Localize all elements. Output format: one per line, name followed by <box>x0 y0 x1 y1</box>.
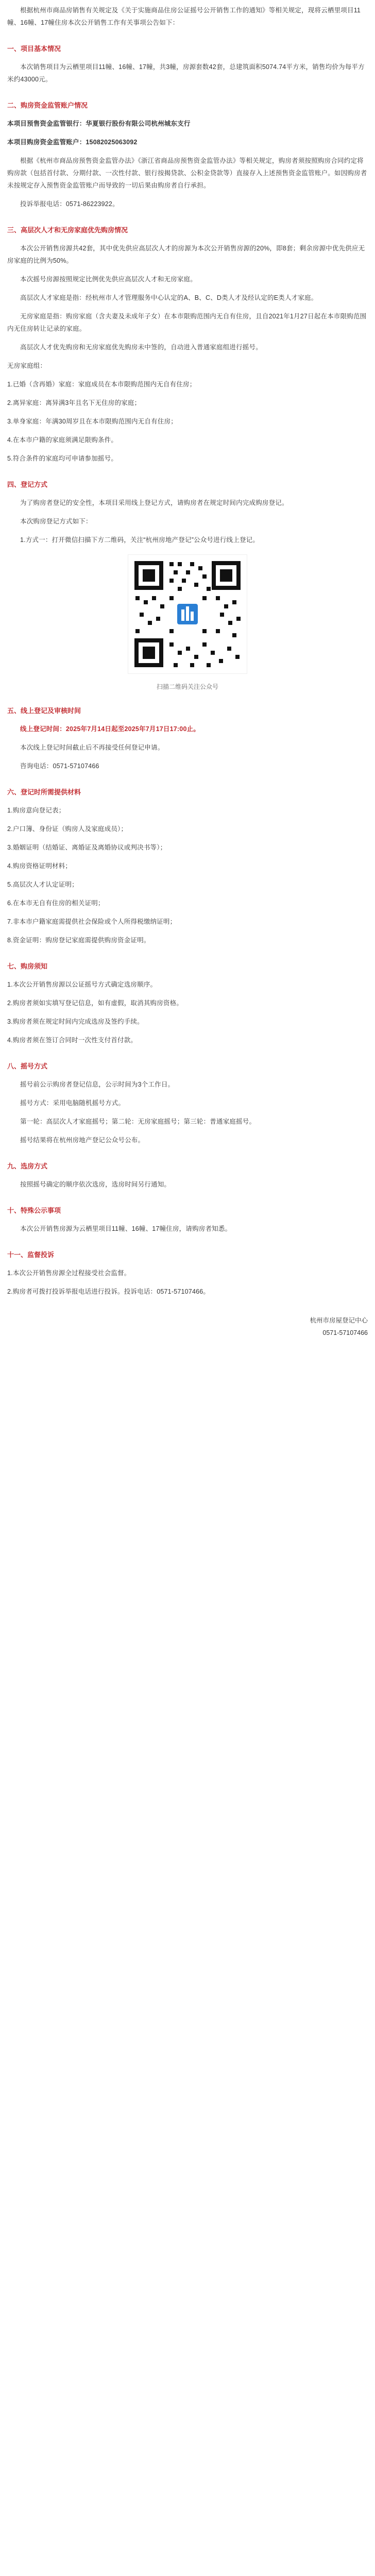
section-paragraph: 第一轮：高层次人才家庭摇号；第二轮：无房家庭摇号；第三轮：普通家庭摇号。 <box>20 1118 256 1125</box>
section-title-special: 十、特殊公示事项 <box>7 1207 61 1214</box>
section-title-priority: 三、高层次人才和无房家庭优先购房情况 <box>7 226 128 234</box>
section-title-supervision: 十一、监督投诉 <box>7 1251 55 1259</box>
section-paragraph: 摇号前公示购房者登记信息，公示时间为3个工作日。 <box>20 1081 175 1088</box>
announcement-page <box>7 0 368 1339</box>
section-paragraph: 无房家庭是指：购房家庭（含夫妻及未成年子女）在本市限购范围内无自有住房，且自2021年1月27日起在本市限购范围内无住房转让记录的家庭。 <box>7 313 367 332</box>
qr-caption: 扫描二维码关注公众号 <box>156 683 218 690</box>
list-item: 4.购房者须在签订合同时一次性支付首付款。 <box>7 1037 138 1044</box>
list-item: 2.购房者可拨打投诉举报电话进行投诉。投诉电话：0571-57107466。 <box>7 1288 210 1295</box>
section-paragraph: 高层次人才家庭是指：经杭州市人才管理服务中心认定的A、B、C、D类人才及经认定的E类人才家庭。 <box>20 294 318 301</box>
section-title-selection: 九、选房方式 <box>7 1162 48 1170</box>
section-paragraph: 本次公开销售房源为云栖里项目11幢、16幢、17幢住房，请购房者知悉。 <box>20 1225 232 1232</box>
consult-phone: 咨询电话：0571-57107466 <box>20 762 99 770</box>
section-title-materials: 六、登记时所需提供材料 <box>7 788 81 796</box>
section-paragraph: 1.方式一：打开微信扫描下方二维码，关注“杭州房地产登记”公众号进行线上登记。 <box>20 536 260 544</box>
section-paragraph: 无房家庭组： <box>7 362 47 369</box>
intro-paragraph: 根据杭州市商品房销售有关规定及《关于实施商品住房公证摇号公开销售工作的通知》等相关规定，现将云栖里项目11幢、16幢、17幢住房本次公开销售工作有关事项公告如下： <box>7 7 361 26</box>
section-paragraph: 本次购房登记方式如下： <box>20 518 92 525</box>
section-paragraph: 投诉举报电话：0571-86223922。 <box>20 200 119 208</box>
list-item: 4.在本市户籍的家庭须满足限购条件。 <box>7 436 118 444</box>
list-item: 2.户口簿、身份证（购房人及家庭成员）； <box>7 825 128 833</box>
list-item: 5.高层次人才认定证明； <box>7 881 78 888</box>
section-paragraph: 为了购房者登记的安全性，本项目采用线上登记方式，请购房者在规定时间内完成购房登记。 <box>20 499 288 506</box>
section-title-basic-info: 一、项目基本情况 <box>7 45 61 53</box>
list-item: 7.非本市户籍家庭需提供社会保险或个人所得税缴纳证明； <box>7 918 177 925</box>
list-item: 3.购房者须在规定时间内完成选房及签约手续。 <box>7 1018 144 1025</box>
section-paragraph: 本次销售项目为云栖里项目11幢、16幢、17幢，共3幢，房源套数42套，总建筑面积5074.74平方米，销售均价为每平方米约43000元。 <box>7 63 365 83</box>
list-item: 1.本次公开销售房源以公证摇号方式确定选房顺序。 <box>7 981 157 988</box>
section-paragraph: 本次线上登记时间截止后不再接受任何登记申请。 <box>20 744 164 751</box>
registration-time: 线上登记时间：2025年7月14日起至2025年7月17日17:00止。 <box>20 725 200 733</box>
list-item: 3.婚姻证明（结婚证、离婚证及离婚协议或判决书等）； <box>7 844 167 851</box>
list-item: 2.离异家庭：离异满3年且名下无住房的家庭； <box>7 399 141 406</box>
list-item: 1.本次公开销售房源全过程接受社会监督。 <box>7 1269 131 1277</box>
signature-phone: 0571-57107466 <box>322 1329 368 1336</box>
section-paragraph: 按照摇号确定的顺序依次选房，选房时间另行通知。 <box>20 1181 171 1188</box>
section-title-escrow-account: 二、购房资金监管账户情况 <box>7 101 88 109</box>
section-title-registration: 四、登记方式 <box>7 481 48 488</box>
section-paragraph: 高层次人才优先购房和无房家庭优先购房未中签的，自动进入普通家庭组进行摇号。 <box>20 344 262 351</box>
escrow-bank: 本项目预售资金监管银行：华夏银行股份有限公司杭州城东支行 <box>7 120 191 127</box>
section-title-lottery: 八、摇号方式 <box>7 1062 48 1070</box>
qr-code-image[interactable] <box>128 554 247 674</box>
list-item: 4.购房资格证明材料； <box>7 862 72 870</box>
section-paragraph: 本次公开销售房源共42套，其中优先供应高层次人才的房源为本次公开销售房源的20%，即8套；剩余房源中优先供应无房家庭的比例为50%。 <box>7 245 365 264</box>
section-paragraph: 本次摇号房源按照规定比例优先供应高层次人才和无房家庭。 <box>20 276 197 283</box>
signature-block <box>7 1314 368 1339</box>
section-paragraph: 摇号结果将在杭州房地产登记公众号公布。 <box>20 1137 145 1144</box>
section-paragraph: 根据《杭州市商品房预售资金监管办法》《浙江省商品房预售资金监管办法》等相关规定，购房者须按照购房合同约定将购房款（包括首付款、分期付款、一次性付款、银行按揭贷款、公积金贷款等）直接存入上述预售资金监管账户。如因购房者未按规定存入预售资金监管账户而导致的一切后果由购房者自行承担。 <box>7 157 367 189</box>
signature-company: 杭州市房屋登记中心 <box>310 1317 368 1324</box>
list-item: 5.符合条件的家庭均可申请参加摇号。 <box>7 455 118 462</box>
list-item: 6.在本市无自有住房的相关证明； <box>7 900 105 907</box>
escrow-account-number: 本项目购房资金监管账户：15082025063092 <box>7 139 138 146</box>
list-item: 2.购房者须如实填写登记信息，如有虚假，取消其购房资格。 <box>7 999 183 1007</box>
section-title-notice: 七、购房须知 <box>7 962 48 970</box>
qr-code-icon <box>128 555 247 673</box>
section-paragraph: 摇号方式：采用电脑随机摇号方式。 <box>20 1099 125 1107</box>
list-item: 8.资金证明：购房登记家庭需提供购房资金证明。 <box>7 937 150 944</box>
list-item: 3.单身家庭：年满30周岁且在本市限购范围内无自有住房； <box>7 418 177 425</box>
list-item: 1.已婚（含再婚）家庭：家庭成员在本市限购范围内无自有住房； <box>7 381 196 388</box>
list-item: 1.购房意向登记表； <box>7 807 65 814</box>
section-title-registration-time: 五、线上登记及审核时间 <box>7 707 81 715</box>
